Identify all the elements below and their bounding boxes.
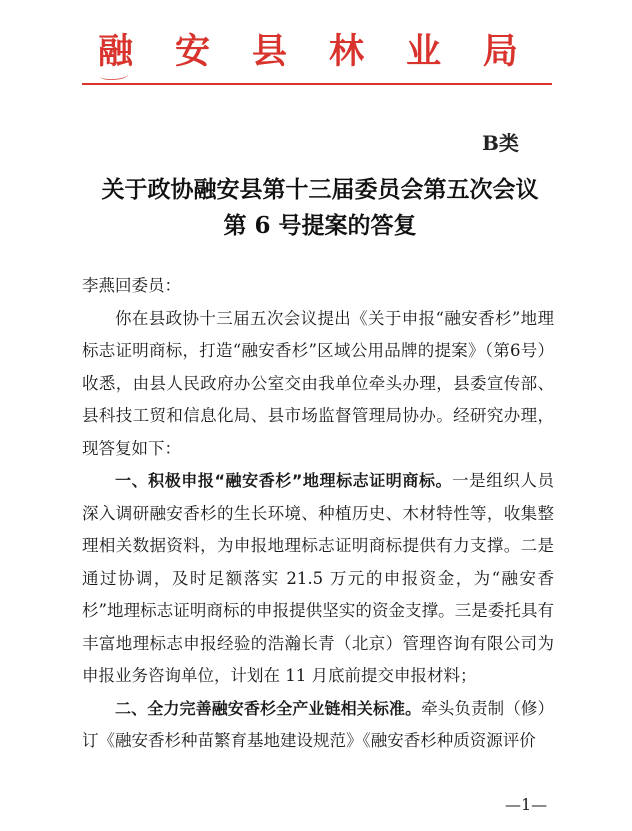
header-char: 县 (251, 31, 287, 72)
paragraph-section-2 (82, 693, 554, 758)
header-char: 融 (98, 31, 134, 72)
document-title (60, 172, 580, 244)
paragraph-intro (82, 303, 554, 466)
title-line-1: 关于政协融安县第十三届委员会第五次会议 (101, 176, 539, 203)
header-char: 业 (405, 31, 441, 72)
document-body (82, 270, 554, 758)
title-line-2: 第 6 号提案的答复 (223, 212, 417, 239)
section-heading: 一、积极申报“融安香杉”地理标志证明商标。 (115, 471, 453, 490)
paragraph-text: 一是组织人员深入调研融安香杉的生长环境、种植历史、木材特性等，收集整理相关数据资料，为申报地理标志证明商标提供有力支撑。二是通过协调，及时足额落实 21.5 万元的申报资金，为“融安香杉”地理标志证明商标的申报提供坚实的资金支撑。三是委托具有丰富地理标志申报经验的浩瀚长青（北京）管理咨询有限公司为申报业务咨询单位，计划在 11 月底前提交申报材料； (82, 471, 554, 685)
salutation: 李燕回委员： (82, 276, 181, 295)
header-mark (100, 70, 129, 81)
header-char: 安 (174, 31, 210, 72)
category-label: B类 (482, 131, 519, 155)
paragraph-text: 你在县政协十三届五次会议提出《关于申报“融安香杉”地理标志证明商标，打造“融安香杉”区域公用品牌的提案》（第6号）收悉，由县人民政府办公室交由我单位牵头办理，县委宣传部、县科技工贸和信息化局、县市场监督管理局协办。经研究办理，现答复如下： (82, 308, 554, 458)
page-number: —1— (505, 795, 548, 814)
section-heading: 二、全力完善融安香杉全产业链相关标准。 (115, 698, 422, 718)
header-char: 局 (482, 31, 518, 72)
header-red-rule (82, 83, 552, 85)
header-char: 林 (328, 31, 364, 72)
issuing-authority-header (98, 24, 518, 74)
paragraph-section-1 (82, 465, 554, 693)
paragraph-text: 牵头负责制（修）订《融安香杉种苗繁育基地建设规范》《融安香杉种质资源评价 (82, 698, 554, 750)
